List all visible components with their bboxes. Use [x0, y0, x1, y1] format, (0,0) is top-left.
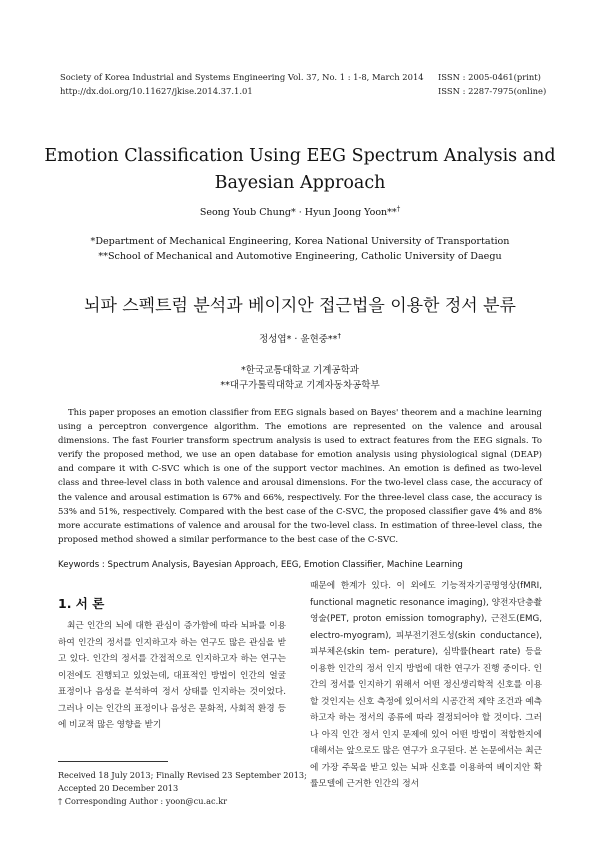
affiliation-ko-1: *한국교통대학교 기계공학과 — [241, 365, 359, 376]
section-heading-introduction: 1. 서 론 — [58, 596, 105, 611]
author-2-ko: 윤현중** — [300, 334, 338, 345]
author-separator-ko: · — [291, 334, 301, 345]
author-separator: · — [295, 207, 305, 219]
footnote-received: Received 18 July 2013; Finally Revised 23 September 2013; — [58, 770, 307, 780]
abstract: This paper proposes an emotion classifier from EEG signals based on Bayes' theorem and a machine learning using a perceptron convergence algorithm. The emotions are represented on the valence and arousal dimensions. The fast Fourier transform spectrum analysis is used to extract features from the EEG signals. To verify the proposed method, we use an open database for emotion analysis using physiological signal (DEAP) and compare it with C-SVC which is one of the support vector machines. An emotion is defined as two-level class and three-level class in both valence and arousal dimensions. For the two-level class case, the accuracy of the valence and arousal estimation is 67% and 66%, respectively. For the three-level class case, the accuracy is 53% and 51%, respectively. Compared with the best case of the C-SVC, the proposed classifier gave 4% and 8% more accurate estimations of valence and arousal for the two-level class. In estimation of three-level class, the proposed method showed a similar performance to the best case of the C-SVC. — [58, 408, 542, 545]
journal-header — [60, 70, 424, 98]
authors-ko — [0, 331, 600, 345]
doi-link[interactable]: http://dx.doi.org/10.11627/jkise.2014.37.1.01 — [60, 86, 253, 96]
issn-online: ISSN : 2287-7975(online) — [438, 86, 547, 96]
paper-title-en — [0, 143, 600, 197]
paper-title-ko: 뇌파 스펙트럼 분석과 베이지안 접근법을 이용한 정서 분류 — [84, 296, 516, 316]
authors-en — [0, 205, 600, 218]
footnote-accepted: Accepted 20 December 2013 — [58, 783, 179, 793]
body-column-right: 때문에 한계가 있다. 이 외에도 기능적자기공명영상(fMRI, functional magnetic resonance imaging), 양전자단층촬영술(PET, proton emission tomography), 근전도(EMG, electro-myogram), 피부전기전도성(skin conductance), 피부체온(skin tem- perature), 심박률(heart rate) 등을 이용한 인간의 정서 인지 방법에 대한 연구가 진행 중이다. 인간의 정서를 인지하기 위해서 어떤 정신생리학적 신호를 이용할 것인지는 신호 측정에 있어서의 시공간적 제약 조건과 예측하고자 하는 정서의 종류에 따라 결정되어야 할 것이다. 그러나 아직 인간 정서 인지 문제에 있어 어떤 방법이 적합한지에 대해서는 앞으로도 많은 연구가 요구된다. 본 논문에서는 최근에 가장 주목을 받고 있는 뇌파 신호를 이용하여 베이지안 확률모델에 근거한 인간의 정서 — [310, 581, 542, 789]
keywords — [58, 560, 542, 570]
footnote-divider — [58, 761, 168, 762]
body-column-left: 최근 인간의 뇌에 대한 관심이 증가함에 따라 뇌파를 이용하여 인간의 정서를 인지하고자 하는 연구도 많은 관심을 받고 있다. 인간의 정서를 간접적으로 인지하고자 하는 연구는 이전에도 진행되고 있었는데, 대표적인 방법이 인간의 얼굴 표정이나 음성을 분석하여 정서 상태를 인지하는 것이었다. 그러나 이는 인간의 표정이나 음성은 문화적, 사회적 환경 등에 비교적 많은 영향을 받기 — [58, 621, 286, 730]
affiliation-ko-2: **대구가톨릭대학교 기계자동차공학부 — [220, 380, 380, 391]
author-1-ko: 정성엽* — [259, 334, 292, 345]
author-2-en: Hyun Joong Yoon** — [304, 207, 397, 219]
issn-block — [438, 70, 546, 98]
footnote-corresponding-author[interactable]: † Corresponding Author : yoon@cu.ac.kr — [58, 796, 228, 806]
title-en-line1: Emotion Classification Using EEG Spectrum Analysis and — [44, 146, 556, 166]
issn-print: ISSN : 2005-0461(print) — [438, 72, 541, 82]
keywords-label: Keywords — [58, 560, 100, 570]
affiliation-en-1: *Department of Mechanical Engineering, Korea National University of Transportation — [90, 236, 510, 247]
corresponding-mark: † — [396, 205, 401, 213]
journal-citation: Society of Korea Industrial and Systems Engineering Vol. 37, No. 1 : 1-8, March 2014 — [60, 72, 424, 82]
author-1-en: Seong Youb Chung* — [199, 207, 296, 219]
keywords-list: : Spectrum Analysis, Bayesian Approach, EEG, Emotion Classifier, Machine Learning — [99, 560, 463, 570]
title-en-line2: Bayesian Approach — [214, 173, 386, 193]
corresponding-mark-ko: † — [337, 331, 341, 340]
affiliation-en-2: **School of Mechanical and Automotive Engineering, Catholic University of Daegu — [98, 251, 502, 262]
